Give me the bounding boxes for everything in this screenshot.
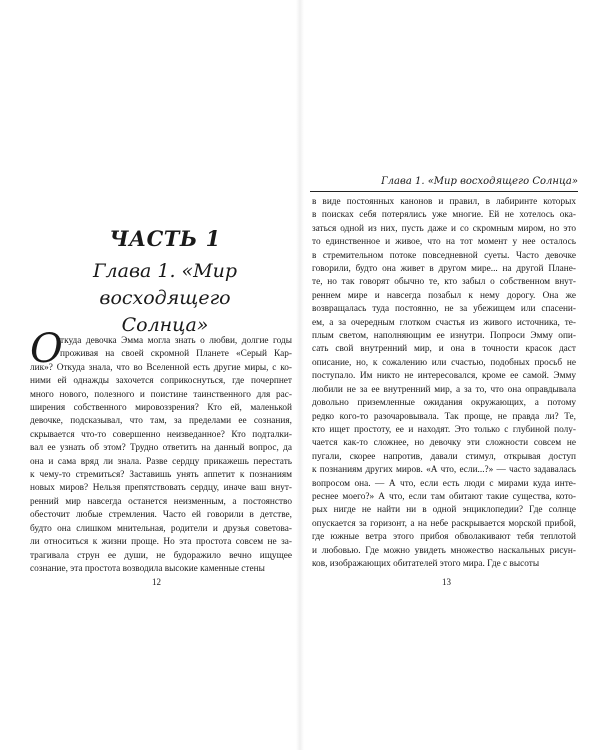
text-line: и любовью. Где можно увидеть множество наскальных рисун-	[312, 545, 576, 556]
text-line: сознание, эта простота возводила высокие каменные стены	[30, 563, 265, 574]
text-line: заться одной из них, пусть даже и со скромным миром, но это	[312, 223, 576, 234]
page-number-right: 13	[442, 577, 451, 587]
right-page-body	[312, 196, 576, 571]
text-line: те, но так говорят обычно те, кто забыл о собственном внут-	[312, 277, 576, 288]
text-line: в стремительном потоке повседневной суеты. Часто девочке	[312, 250, 576, 261]
text-line: много нового, полезного и поистине таинственного для рас-	[30, 389, 292, 400]
running-head: Глава 1. «Мир восходящего Солнца»	[381, 176, 578, 187]
text-line: реснее моего?» А что, если там обитают такие существа, кото-	[312, 491, 576, 502]
text-line: описание, но, к сожалению или счастью, подобных просьб не	[312, 357, 576, 368]
text-line: где южные ветра этого прибоя обволакивают тебя теплотой	[312, 532, 576, 543]
text-line: опускается за горизонт, а на небе раскрывается морской прибой,	[312, 518, 576, 529]
text-line: то единственное и живое, что на тот момент у нее осталось	[312, 237, 576, 248]
running-head-rule	[310, 191, 578, 192]
text-line: вал ее узнать об этом? Трудно ответить на данный вопрос, да	[30, 443, 292, 454]
chapter-title-line: Глава 1. «Мир восходящего	[92, 260, 238, 309]
text-line: ширения собственного мировоззрения? Кто ей, маленькой	[30, 403, 292, 414]
text-line: в поисках себя потерялись уже многие. Ей не хотелось ока-	[312, 210, 576, 221]
text-line: поступало. Им никто не интересовался, кроме ее самой. Эмму	[312, 371, 576, 382]
text-line: ткуда девочка Эмма могла знать о любви, долгие годы	[60, 336, 292, 346]
right-page	[300, 0, 600, 750]
text-line: девочке, подсказывал, что там, за пределами ее сознания,	[30, 416, 292, 427]
chapter-title	[30, 258, 300, 339]
text-line: вопросом она. — А что, если есть люди с мирами куда инте-	[312, 478, 576, 489]
text-line: плым светом, наполняющим ее изнутри. Попроси Эмму опи-	[312, 331, 576, 342]
text-line: редко кого-то разочаровывала. Так проще, не правда ли? Те,	[312, 411, 576, 422]
text-line: пугали, скорее напротив, давали стимул, открывая доступ	[312, 451, 576, 462]
text-line: трагивала струн ее души, не будоражило вечно ищущее	[30, 550, 292, 561]
text-line: любили не за ее внутренний мир, а за то, что она оправдывала	[312, 384, 576, 395]
text-line: обесточит любые стремления. Часто ей говорили в детстве,	[30, 510, 292, 521]
text-line: проживая на своей скромной Планете «Серый Кар-	[60, 349, 292, 360]
text-line: новых миров? Нельзя препятствовать сердцу, иначе ваш внут-	[30, 483, 292, 494]
text-line: скрывается что-то совершенно неизведанное? Кто подталки-	[30, 429, 292, 440]
left-page-body	[30, 335, 292, 576]
text-line: чается как-то сложнее, но девочку эти сложности совсем не	[312, 438, 576, 449]
chapter-title-line: Солнца»	[121, 314, 209, 336]
text-line: кто ищет простоту, ее и находят. Это только с глубиной полу-	[312, 424, 576, 435]
text-line: ков, изображающих обитателей этого мира. Где с высоты	[312, 558, 540, 569]
text-line: в виде постоянных канонов и правил, в лабиринте которых	[312, 197, 576, 207]
text-line: реннем мире и навсегда позабыл к нему дорогу. Она же	[312, 290, 576, 301]
text-line: ними ей однажды захочется соприкоснуться, где почерпнет	[30, 376, 292, 387]
drop-cap: О	[30, 326, 63, 372]
part-title: ЧАСТЬ 1	[109, 226, 221, 251]
text-line: сать свой внутренний мир, и она в точности красок даст	[312, 344, 576, 355]
text-line: ренний мир навсегда останется неизменным, а постоянство	[30, 496, 292, 507]
text-line: к познаниям других миров. «А что, если...?» — часто задавалась	[312, 465, 576, 476]
text-line: ем, а за очередным глотком счастья из живого источника, те-	[312, 317, 576, 328]
text-line: она и сама вряд ли знала. Разве сердцу прикажешь перестать	[30, 456, 292, 467]
text-line: говорили, будто она живет в другом мире... на другой Плане-	[312, 264, 576, 275]
text-line: довольно приземленные ожидания окружающих, а потому	[312, 398, 576, 409]
text-line: к чему-то стремиться? Заставишь унять аппетит к познаниям	[30, 470, 292, 481]
page-number-left: 12	[152, 577, 161, 587]
text-line: рых нигде не найти ни в одной энциклопедии? Где солнце	[312, 505, 576, 516]
text-line: лик»? Откуда знала, что во Вселенной есть другие миры, с ко-	[30, 362, 292, 373]
text-line: будто она слишком мнительная, родители и друзья советова-	[30, 523, 292, 534]
text-line: возвращалась туда постоянно, не за убежищем или спасени-	[312, 304, 576, 315]
text-line: ли относиться к жизни проще. Но эта простота совсем не за-	[30, 537, 292, 548]
